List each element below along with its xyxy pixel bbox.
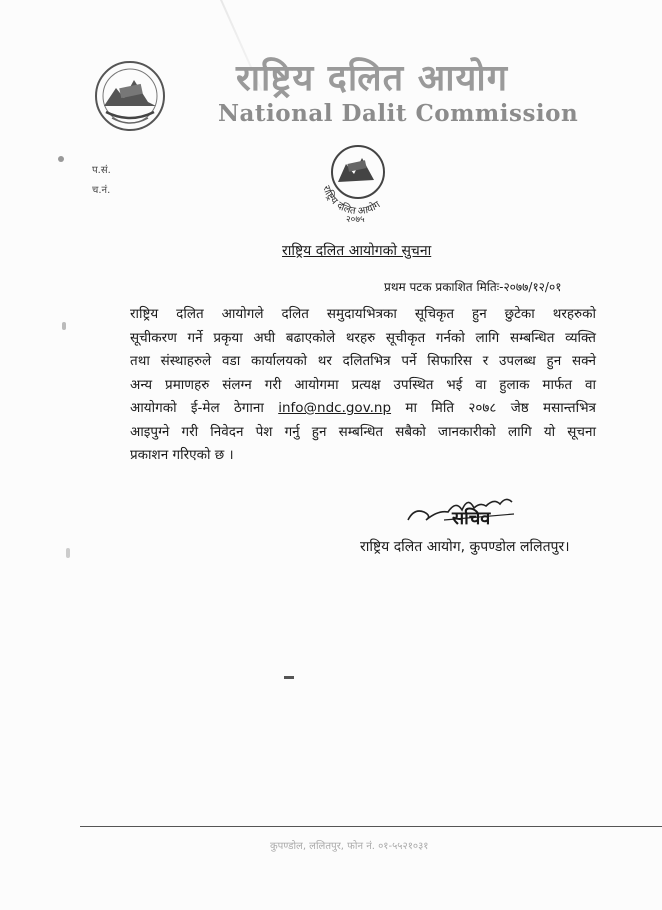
body-line: तथा संस्थाहरुले वडा कार्यालयको थर दलितभित्र पर्ने सिफारिस र उपलब्ध हुन सक्ने <box>130 353 596 369</box>
body-line: अन्य प्रमाणहरु संलग्न गरी आयोगमा प्रत्यक्ष उपस्थित भई वा हुलाक मार्फत वा <box>130 376 596 393</box>
notice-body <box>130 303 596 468</box>
scan-mark <box>284 676 294 679</box>
emblem-icon <box>90 58 170 136</box>
svg-text:राष्ट्रिय दलित आयोग <box>320 184 383 217</box>
letter-number-label: प.सं. <box>92 165 111 176</box>
notice-title: राष्ट्रिय दलित आयोगको सुचना <box>282 243 432 259</box>
body-line: सूचीकरण गर्ने प्रकृया अघी बढाएकोले थरहरु सूचीकृत गर्नको लागि सम्बन्धित व्यक्ति <box>130 329 596 346</box>
footer-address: कुपण्डोल, ललितपुर, फोन नं. ०१-५५२१०३१ <box>270 841 429 852</box>
body-line: राष्ट्रिय दलित आयोगले दलित समुदायभित्रका सूचिकृत हुन छुटेका थरहरुको <box>130 306 596 322</box>
org-name-nepali: राष्ट्रिय दलित आयोग <box>236 57 508 99</box>
published-date: प्रथम पटक प्रकाशित मितिः-२०७७/१२/०१ <box>384 280 562 294</box>
signatory-address: राष्ट्रिय दलित आयोग, कुपण्डोल ललितपुर। <box>360 539 570 555</box>
seal-icon <box>308 134 408 226</box>
seal-text: राष्ट्रिय दलित आयोग <box>320 184 383 218</box>
dispatch-number-label: च.नं. <box>92 185 111 196</box>
email-line-after: मा मिति २०७८ जेष्ठ मसान्तभित्र <box>405 400 597 416</box>
footer-divider <box>80 826 662 827</box>
scan-mark <box>62 322 66 330</box>
body-line: प्रकाशन गरिएको छ । <box>130 447 234 463</box>
signatory-title: सचिव <box>452 508 491 529</box>
scan-mark <box>66 548 70 558</box>
body-line: आइपुग्ने गरी निवेदन पेश गर्नु हुन सम्बन्धित सबैको जानकारीको लागि यो सूचना <box>130 423 596 440</box>
body-line-email <box>130 397 596 421</box>
email-link[interactable]: info@ndc.gov.np <box>278 400 392 416</box>
seal-year: २०७५ <box>346 215 365 225</box>
org-name-english: National Dalit Commission <box>218 100 579 127</box>
scan-mark <box>58 156 64 162</box>
email-line-before: आयोगको ई-मेल ठेगाना <box>130 400 264 416</box>
